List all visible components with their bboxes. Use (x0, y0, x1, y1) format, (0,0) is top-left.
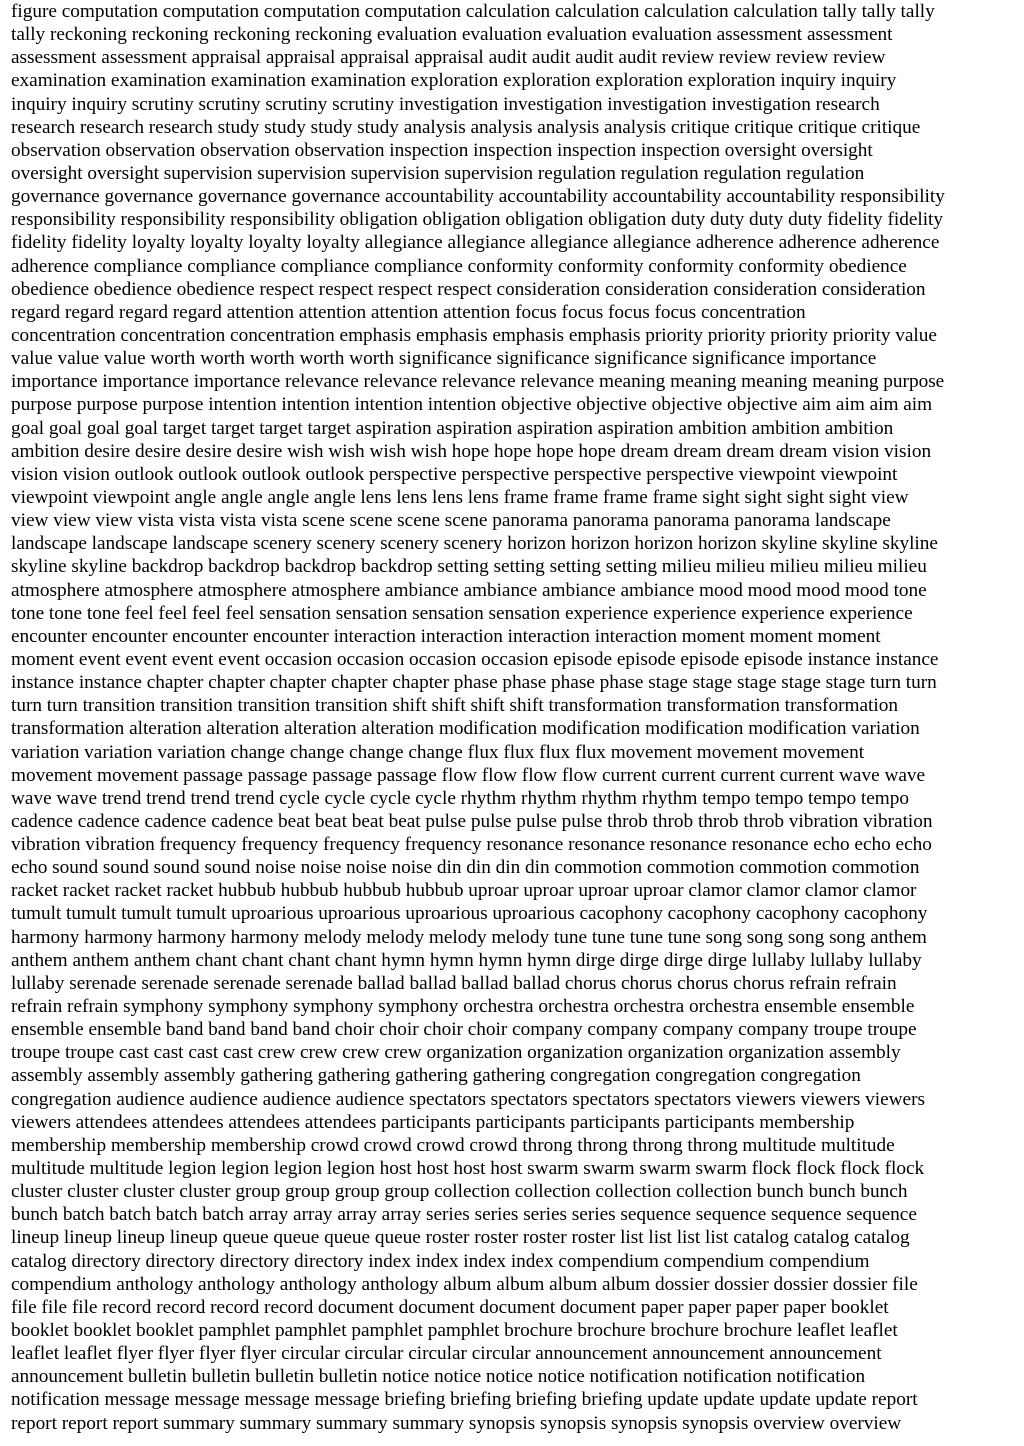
text-line: compendium anthology anthology anthology anthology album album album album dossier dossier dossier dossier file (11, 1273, 918, 1295)
text-line: cadence cadence cadence cadence beat beat beat beat pulse pulse pulse pulse throb throb throb throb vibration vibration (11, 810, 933, 832)
text-line: transformation alteration alteration alteration alteration modification modification modification modification variation (11, 718, 920, 740)
text-line: booklet booklet booklet pamphlet pamphlet pamphlet pamphlet brochure brochure brochure brochure leaflet leaflet (11, 1320, 898, 1342)
text-line: purpose purpose purpose intention intention intention intention objective objective objective objective aim aim aim aim (11, 394, 933, 416)
text-line: announcement bulletin bulletin bulletin bulletin notice notice notice notice notification notification notification (11, 1366, 866, 1388)
text-line: assembly assembly assembly gathering gathering gathering gathering congregation congregation congregation (11, 1065, 861, 1087)
document-body (11, 0, 1021, 1446)
text-line: ensemble ensemble band band band band choir choir choir choir company company company company troupe troupe (11, 1019, 917, 1041)
text-line: vibration vibration frequency frequency frequency frequency resonance resonance resonance resonance echo echo echo (11, 834, 932, 856)
text-line: cluster cluster cluster cluster group group group group collection collection collection collection bunch bunch bunch (11, 1181, 908, 1203)
text-line: encounter encounter encounter encounter interaction interaction interaction interaction moment moment moment (11, 625, 881, 647)
text-line: instance instance chapter chapter chapter chapter chapter phase phase phase phase stage stage stage stage stage turn turn (11, 672, 937, 694)
text-line: responsibility responsibility responsibility obligation obligation obligation obligation duty duty duty duty fidelity fidelity (11, 209, 944, 231)
text-line: anthem anthem anthem chant chant chant chant hymn hymn hymn hymn dirge dirge dirge dirge lullaby lullaby lullaby (11, 949, 922, 971)
text-line: moment event event event event occasion occasion occasion occasion episode episode episode episode instance instance (11, 648, 939, 670)
text-line: harmony harmony harmony harmony melody melody melody melody tune tune tune tune song song song song anthem (11, 926, 927, 948)
text-line: refrain refrain symphony symphony symphony symphony orchestra orchestra orchestra orchestra ensemble ensemble (11, 996, 915, 1018)
text-line: adherence compliance compliance compliance compliance conformity conformity conformity conformity obedience (11, 255, 907, 277)
text-line: concentration concentration concentration emphasis emphasis emphasis emphasis priority priority priority priority value (11, 324, 937, 346)
text-line: turn turn transition transition transition transition shift shift shift shift transformation transformation transformation (11, 695, 898, 717)
text-line: catalog directory directory directory directory index index index index compendium compendium compendium (11, 1250, 870, 1272)
text-line: racket racket racket racket hubbub hubbub hubbub hubbub uproar uproar uproar uproar clamor clamor clamor clamor (11, 880, 917, 902)
text-line: view view view vista vista vista vista scene scene scene scene panorama panorama panorama panorama landscape (11, 510, 891, 532)
text-line: lullaby serenade serenade serenade serenade ballad ballad ballad ballad chorus chorus chorus chorus refrain refrain (11, 972, 897, 994)
text-line: oversight oversight supervision supervision supervision supervision regulation regulation regulation regulation (11, 162, 865, 184)
text-line: congregation audience audience audience audience spectators spectators spectators spectators viewers viewers viewers (11, 1088, 925, 1110)
text-line: examination examination examination examination exploration exploration exploration exploration inquiry inquiry (11, 70, 897, 92)
text-line: movement movement passage passage passage passage flow flow flow flow current current current current wave wave (11, 764, 926, 786)
text-line: goal goal goal goal target target target target aspiration aspiration aspiration aspiration ambition ambition ambition (11, 417, 894, 439)
text-line: value value value worth worth worth worth worth significance significance significance significance importance (11, 348, 877, 370)
text-line: lineup lineup lineup lineup queue queue queue queue roster roster roster roster list list list list catalog catalog catalog (11, 1227, 910, 1249)
text-line: viewpoint viewpoint angle angle angle angle lens lens lens lens frame frame frame frame sight sight sight sight view (11, 486, 909, 508)
text-line: bunch batch batch batch batch array array array array series series series series sequence sequence sequence sequence (11, 1204, 917, 1226)
text-line: fidelity fidelity loyalty loyalty loyalty loyalty allegiance allegiance allegiance allegiance adherence adherence adherence (11, 232, 940, 254)
text-line: report report report summary summary summary summary synopsis synopsis synopsis synopsis overview overview (11, 1412, 902, 1434)
text-line: atmosphere atmosphere atmosphere atmosphere ambiance ambiance ambiance ambiance mood mood mood mood tone (11, 579, 927, 601)
text-line: inquiry inquiry scrutiny scrutiny scrutiny scrutiny investigation investigation investigation investigation research (11, 93, 880, 115)
text-line: echo sound sound sound sound noise noise noise noise din din din din commotion commotion commotion commotion (11, 857, 920, 879)
text-line: ambition desire desire desire desire wish wish wish wish hope hope hope hope dream dream dream dream vision vision (11, 440, 932, 462)
text-line: tumult tumult tumult tumult uproarious uproarious uproarious uproarious cacophony cacophony cacophony cacophony (11, 903, 928, 925)
text-line: variation variation variation change change change change flux flux flux flux movement movement movement (11, 741, 865, 763)
text-line: obedience obedience obedience respect respect respect respect consideration consideration consideration consideration (11, 278, 926, 300)
text-line: vision vision outlook outlook outlook outlook perspective perspective perspective perspective viewpoint viewpoint (11, 463, 898, 485)
text-line: notification message message message message briefing briefing briefing briefing update update update update report (11, 1389, 918, 1411)
text-line: wave wave trend trend trend trend cycle cycle cycle cycle rhythm rhythm rhythm rhythm tempo tempo tempo tempo (11, 787, 910, 809)
text-line: research research research study study study study analysis analysis analysis analysis critique critique critique critique (11, 116, 921, 138)
text-line: membership membership membership crowd crowd crowd crowd throng throng throng throng multitude multitude (11, 1134, 895, 1156)
text-line: assessment assessment appraisal appraisal appraisal appraisal audit audit audit audit review review review review (11, 47, 886, 69)
text-line: regard regard regard regard attention attention attention attention focus focus focus focus concentration (11, 301, 806, 323)
text-line: tone tone tone feel feel feel feel sensation sensation sensation sensation experience experience experience experience (11, 602, 913, 624)
text-line: leaflet leaflet flyer flyer flyer flyer circular circular circular circular announcement announcement announcement (11, 1343, 882, 1365)
text-line: governance governance governance governance accountability accountability accountability accountability responsibility (11, 186, 945, 208)
text-line: observation observation observation observation inspection inspection inspection inspection oversight oversight (11, 139, 873, 161)
text-line: landscape landscape landscape scenery scenery scenery scenery horizon horizon horizon horizon skyline skyline skyline (11, 533, 938, 555)
text-line: tally reckoning reckoning reckoning reckoning evaluation evaluation evaluation evaluation assessment assessment (11, 24, 893, 46)
text-line: skyline skyline backdrop backdrop backdrop backdrop setting setting setting setting milieu milieu milieu milieu milieu (11, 556, 927, 578)
text-line: file file file record record record record document document document document paper paper paper paper booklet (11, 1296, 889, 1318)
text-line: multitude multitude legion legion legion legion host host host host swarm swarm swarm swarm flock flock flock flock (11, 1158, 925, 1180)
text-line: figure computation computation computation computation calculation calculation calculation calculation tally tally tally (11, 1, 935, 22)
text-line: importance importance importance relevance relevance relevance relevance meaning meaning meaning meaning purpose (11, 371, 945, 393)
text-line: troupe troupe cast cast cast cast crew crew crew crew organization organization organization organization assembly (11, 1042, 901, 1064)
text-line: viewers attendees attendees attendees attendees participants participants participants participants membership (11, 1111, 855, 1133)
